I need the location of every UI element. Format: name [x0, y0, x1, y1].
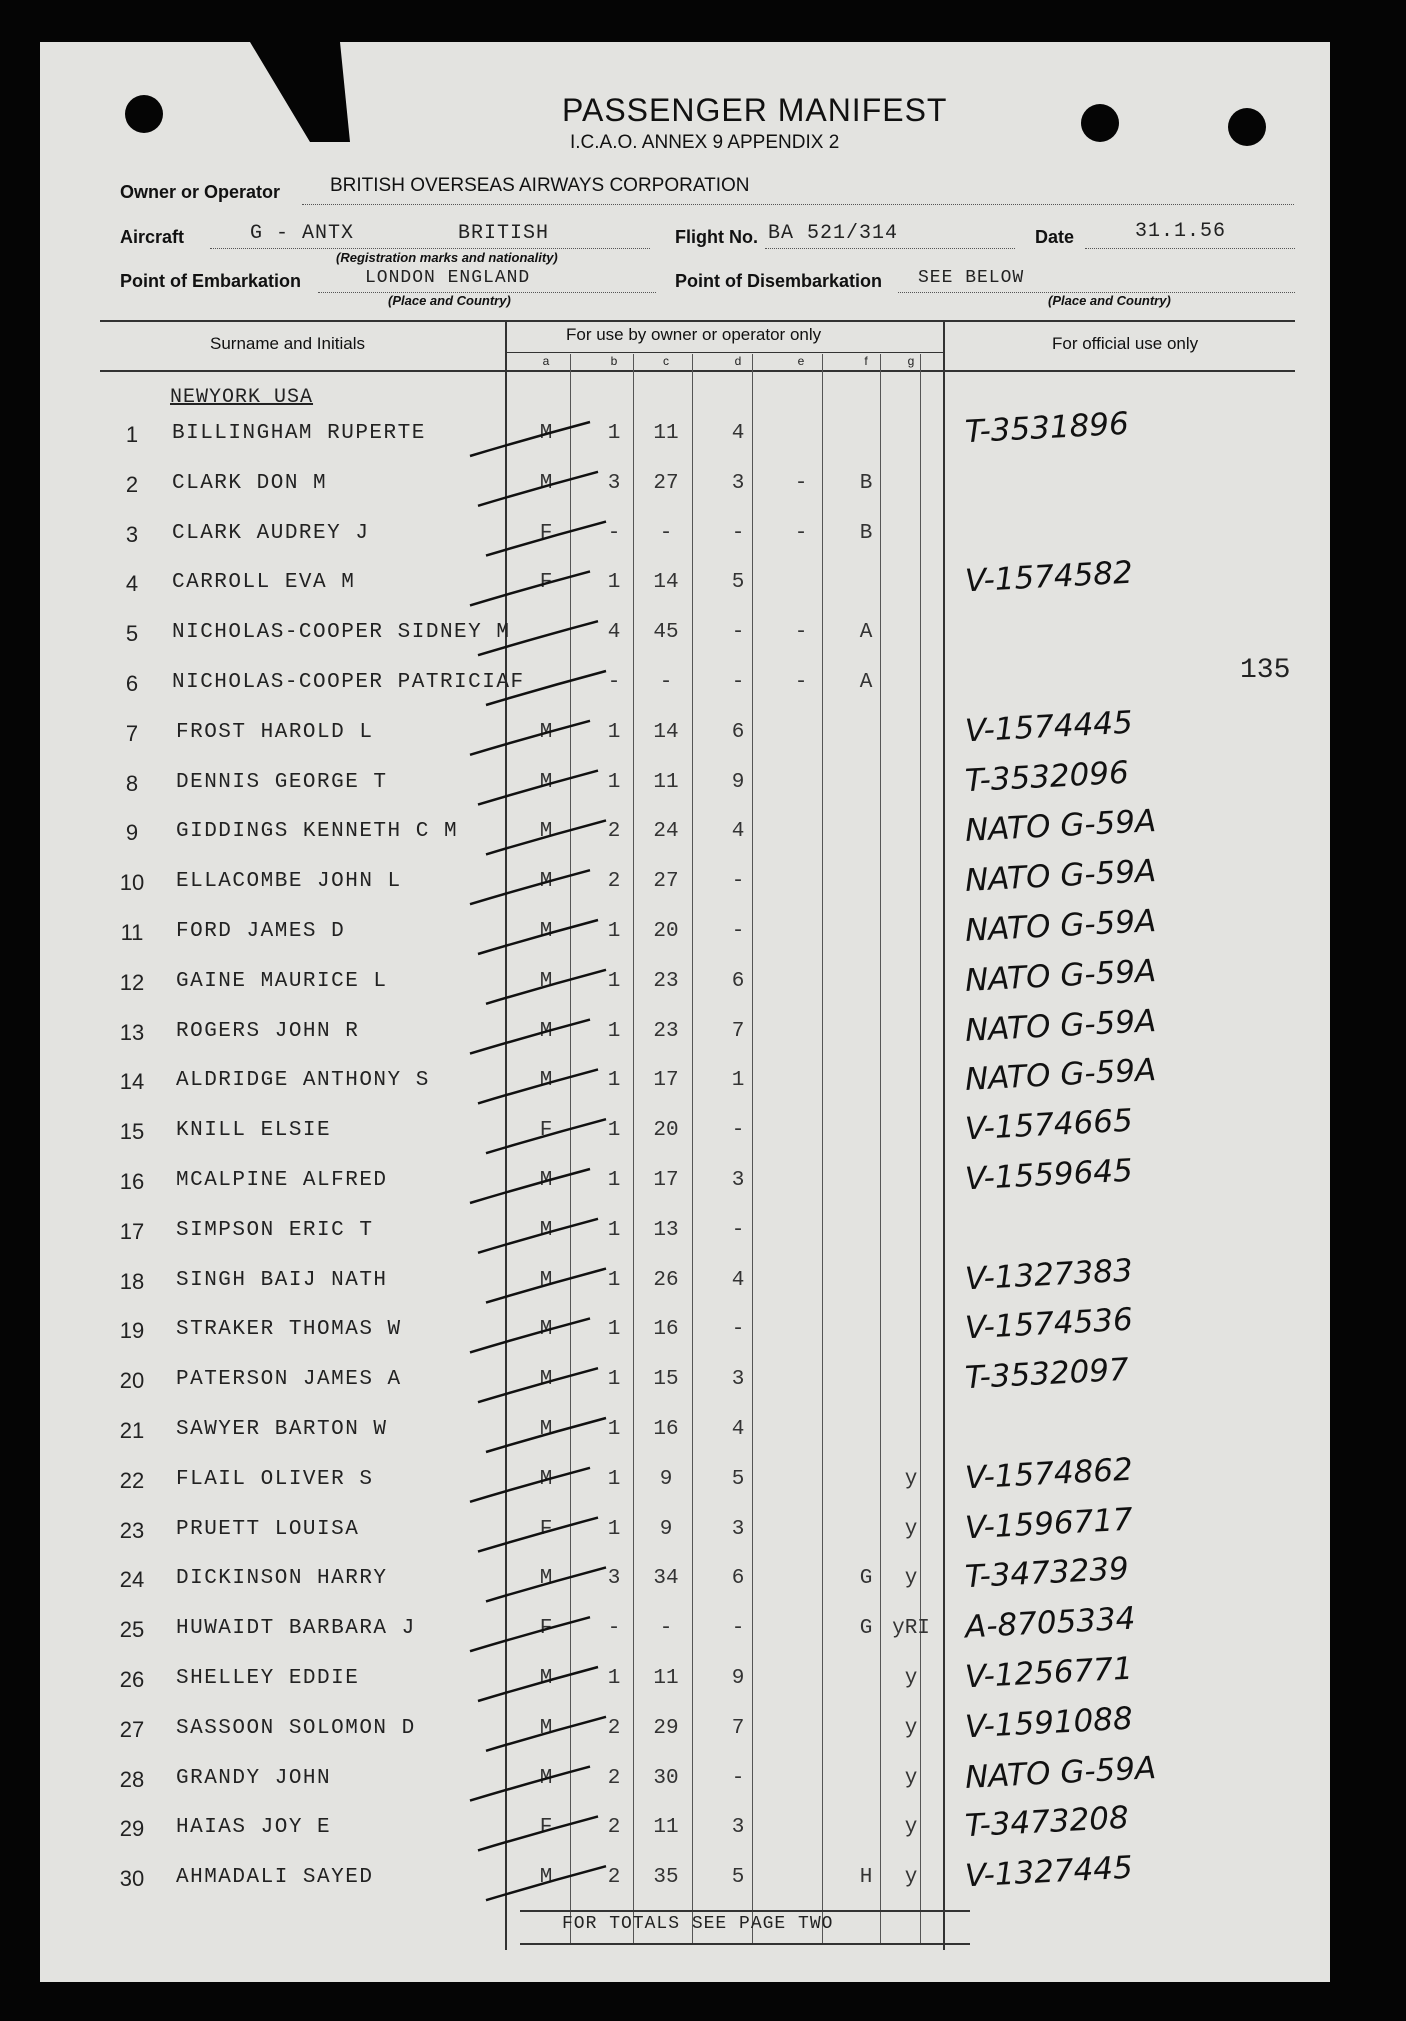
passenger-name: SHELLEY EDDIE	[176, 1667, 360, 1690]
cell-a: M	[539, 1218, 553, 1242]
cell-g: y	[904, 1567, 918, 1591]
footer-rule-bottom	[520, 1943, 970, 1945]
passenger-name: FLAIL OLIVER S	[176, 1467, 374, 1491]
owner-use-header: For use by owner or operator only	[566, 325, 822, 344]
cell-c: 23	[653, 969, 679, 993]
flight-label: Flight No.	[675, 227, 758, 247]
cell-d: 3	[731, 1517, 745, 1541]
cell-b: 1	[607, 969, 621, 993]
cell-c: 17	[653, 1069, 679, 1093]
column-letter-d: d	[734, 354, 742, 368]
cell-d: 4	[731, 1418, 745, 1441]
cell-f: H	[859, 1866, 873, 1890]
col-divider-official	[943, 322, 945, 1950]
cell-d: 3	[731, 1816, 745, 1840]
date-line	[1085, 248, 1295, 249]
cell-d: -	[731, 1218, 745, 1242]
disembark-value: SEE BELOW	[918, 268, 1025, 288]
cell-a: M	[539, 1019, 553, 1043]
passenger-name: ALDRIDGE ANTHONY S	[176, 1069, 430, 1093]
footer-rule-top	[520, 1910, 970, 1912]
cell-g: y	[904, 1866, 918, 1890]
official-entry: V-1327445	[964, 1849, 1134, 1895]
cell-c: 11	[653, 1667, 679, 1690]
cell-c: 9	[659, 1517, 673, 1541]
column-divider	[920, 354, 921, 1944]
passenger-name: KNILL ELSIE	[176, 1119, 332, 1143]
cell-c: 11	[653, 770, 679, 794]
official-entry: V-1574862	[964, 1451, 1134, 1497]
official-entry: T-3473208	[964, 1800, 1130, 1845]
manifest-subtitle: I.C.A.O. ANNEX 9 APPENDIX 2	[570, 132, 840, 153]
row-number: 18	[119, 1268, 145, 1294]
row-number: 17	[119, 1218, 145, 1244]
cell-a: F	[539, 1517, 553, 1541]
official-entry: NATO G-59A	[964, 1052, 1158, 1099]
cell-c: 27	[653, 471, 679, 495]
cell-b: 1	[607, 1667, 621, 1690]
official-entry: V-1574445	[964, 704, 1134, 750]
registration-note: (Registration marks and nationality)	[336, 250, 558, 265]
cell-a: M	[539, 471, 553, 495]
column-letter-g: g	[907, 354, 915, 368]
cell-b: 3	[607, 471, 621, 495]
cell-b: 2	[607, 1766, 621, 1790]
cell-d: 6	[731, 1567, 745, 1591]
cell-a: M	[539, 770, 553, 794]
cell-c: 14	[653, 720, 679, 744]
cell-d: -	[731, 521, 745, 545]
cell-b: 2	[607, 1866, 621, 1890]
cell-a: M	[539, 1318, 553, 1342]
cell-a: F	[539, 521, 553, 545]
cell-b: 1	[607, 1467, 621, 1491]
passenger-name: SAWYER BARTON W	[176, 1418, 388, 1441]
column-divider	[822, 354, 823, 1944]
cell-d: 7	[731, 1716, 745, 1740]
row-number: 11	[120, 920, 144, 945]
cell-d: -	[731, 920, 745, 943]
owner-line	[302, 204, 1294, 205]
cell-d: 5	[731, 1866, 745, 1890]
cell-e: -	[794, 621, 808, 645]
date-value: 31.1.56	[1135, 220, 1227, 243]
cell-b: -	[607, 671, 621, 694]
cell-e: -	[794, 521, 808, 545]
row-number: 19	[119, 1318, 145, 1344]
row-number: 5	[125, 621, 139, 647]
cell-d: -	[731, 1766, 745, 1790]
official-entry: V-1256771	[964, 1650, 1134, 1696]
cell-a: M	[539, 1069, 553, 1093]
cell-d: -	[731, 671, 745, 694]
passenger-name: SIMPSON ERIC T	[176, 1218, 374, 1242]
passenger-name: ROGERS JOHN R	[176, 1019, 360, 1043]
cell-d: 3	[731, 1368, 745, 1392]
passenger-name: MCALPINE ALFRED	[176, 1169, 388, 1192]
cell-c: 24	[653, 820, 679, 844]
punch-hole-right-1	[1081, 104, 1119, 142]
cell-a: M	[539, 1268, 553, 1292]
official-entry: T-3531896	[964, 405, 1130, 451]
passenger-name: NICHOLAS-COOPER PATRICIAF	[172, 671, 525, 694]
row-number: 30	[119, 1866, 145, 1892]
official-header: For official use only	[1052, 334, 1199, 353]
aircraft-value: G - ANTX	[250, 222, 355, 245]
cell-f: A	[859, 621, 873, 645]
column-letter-c: c	[663, 354, 669, 368]
disembark-note: (Place and Country)	[1048, 293, 1171, 308]
cell-c: 23	[653, 1019, 679, 1043]
cell-d: 1	[731, 1069, 745, 1093]
cell-d: 9	[731, 1667, 745, 1690]
passenger-name: ELLACOMBE JOHN L	[176, 870, 402, 894]
passenger-name: FORD JAMES D	[176, 920, 346, 943]
passenger-name: FROST HAROLD L	[176, 720, 374, 744]
row-number: 20	[119, 1368, 145, 1394]
cell-c: 20	[653, 1119, 679, 1143]
cell-b: 2	[607, 1716, 621, 1740]
row-number: 21	[119, 1418, 145, 1443]
cell-d: -	[731, 1119, 745, 1143]
passenger-name: NICHOLAS-COOPER SIDNEY M	[172, 621, 511, 645]
cell-c: 20	[653, 920, 679, 943]
passenger-name: DENNIS GEORGE T	[176, 770, 388, 794]
cell-a: M	[539, 1467, 553, 1491]
cell-a: M	[539, 720, 553, 744]
punch-hole-left	[125, 95, 163, 133]
embark-label: Point of Embarkation	[120, 271, 302, 291]
official-entry: V-1591088	[964, 1700, 1134, 1746]
passenger-name: SINGH BAIJ NATH	[176, 1268, 388, 1292]
cell-c: 16	[653, 1418, 679, 1441]
cell-e: -	[794, 671, 808, 694]
row-number: 14	[119, 1069, 145, 1095]
footer-note: FOR TOTALS SEE PAGE TWO	[562, 1914, 834, 1934]
row-number: 13	[119, 1019, 145, 1045]
cell-c: 11	[653, 422, 679, 445]
aircraft-label: Aircraft	[120, 227, 185, 247]
punch-hole-right-2	[1228, 108, 1266, 146]
cell-g: y	[904, 1467, 918, 1491]
cell-b: 1	[607, 1268, 621, 1292]
official-entry: NATO G-59A	[964, 952, 1158, 999]
official-entry: NATO G-59A	[964, 903, 1158, 949]
column-divider	[692, 354, 693, 1944]
passenger-name: DICKINSON HARRY	[176, 1567, 388, 1591]
cell-d: 5	[731, 1467, 745, 1491]
official-entry: NATO G-59A	[964, 853, 1158, 900]
row-number: 24	[119, 1567, 145, 1593]
row-number: 2	[125, 471, 139, 497]
passenger-name: BILLINGHAM RUPERTE	[172, 422, 426, 445]
cell-c: 45	[653, 621, 679, 645]
cell-c: -	[659, 1617, 673, 1641]
row-number: 4	[125, 571, 139, 597]
cell-d: 3	[731, 471, 745, 495]
passenger-name: HUWAIDT BARBARA J	[176, 1617, 416, 1641]
cell-d: -	[731, 870, 745, 894]
cell-a: F	[539, 571, 553, 595]
cell-b: 1	[607, 1169, 621, 1192]
cell-f: G	[859, 1617, 873, 1641]
cell-d: 3	[731, 1169, 745, 1192]
cell-d: 7	[731, 1019, 745, 1043]
row-number: 27	[119, 1716, 145, 1742]
row-number: 12	[119, 969, 145, 995]
owner-value: BRITISH OVERSEAS AIRWAYS CORPORATION	[330, 175, 750, 196]
passenger-name: STRAKER THOMAS W	[176, 1318, 402, 1342]
cell-a: F	[539, 1119, 553, 1143]
cell-a: M	[539, 1368, 553, 1392]
passenger-name: SASSOON SOLOMON D	[176, 1716, 416, 1740]
cell-c: -	[659, 521, 673, 545]
owner-use-rule	[507, 352, 943, 353]
official-entry: V-1327383	[964, 1252, 1134, 1297]
cell-c: 30	[653, 1766, 679, 1790]
cell-c: 16	[653, 1318, 679, 1342]
table-header-rule	[100, 370, 1295, 372]
passenger-name: CLARK AUDREY J	[172, 521, 370, 545]
row-number: 26	[119, 1667, 145, 1692]
cell-c: 34	[653, 1567, 679, 1591]
passenger-name: CLARK DON M	[172, 471, 328, 495]
cell-a: M	[539, 870, 553, 894]
cell-b: 1	[607, 1218, 621, 1242]
cell-a: M	[539, 920, 553, 943]
cell-d: 6	[731, 720, 745, 744]
row-number: 6	[125, 671, 139, 696]
cell-a: M	[539, 1418, 553, 1441]
page-number: 135	[1240, 655, 1291, 686]
official-entry: NATO G-59A	[964, 1002, 1158, 1049]
passenger-name: GIDDINGS KENNETH C M	[176, 820, 459, 844]
cell-b: 1	[607, 920, 621, 943]
cell-b: 2	[607, 820, 621, 844]
passenger-name: PATERSON JAMES A	[176, 1368, 402, 1392]
cell-g: y	[904, 1716, 918, 1740]
cell-b: 1	[607, 1019, 621, 1043]
cell-b: 3	[607, 1567, 621, 1591]
official-entry: NATO G-59A	[964, 803, 1158, 850]
cell-a: M	[539, 1169, 553, 1192]
owner-label: Owner or Operator	[120, 182, 281, 202]
official-entry: V-1574582	[964, 555, 1134, 600]
row-number: 28	[119, 1766, 145, 1792]
cell-b: 1	[607, 1069, 621, 1093]
official-entry: V-1574536	[964, 1302, 1134, 1347]
column-divider	[880, 354, 881, 1944]
aircraft-nationality: BRITISH	[458, 222, 550, 245]
passenger-name: GAINE MAURICE L	[176, 969, 388, 993]
table-top-rule	[100, 320, 1295, 322]
official-entry: V-1596717	[964, 1501, 1134, 1546]
cell-a: F	[539, 1617, 553, 1641]
cell-c: 11	[653, 1816, 679, 1840]
cell-c: 26	[653, 1268, 679, 1292]
row-number: 23	[119, 1517, 145, 1543]
cell-b: 2	[607, 1816, 621, 1840]
cell-g: y	[904, 1766, 918, 1790]
col-divider-surname	[505, 322, 507, 1950]
official-entry: T-3532096	[964, 754, 1130, 799]
cell-b: -	[607, 521, 621, 545]
cell-a: M	[539, 422, 553, 445]
row-number: 1	[125, 422, 139, 447]
embark-note: (Place and Country)	[388, 293, 511, 308]
row-number: 29	[119, 1816, 145, 1842]
cell-d: 4	[731, 422, 745, 445]
manifest-title: PASSENGER MANIFEST	[562, 92, 948, 128]
cell-c: 15	[653, 1368, 679, 1392]
row-number: 22	[119, 1467, 145, 1493]
cell-c: 17	[653, 1169, 679, 1192]
cell-a: M	[539, 1667, 553, 1690]
cell-b: 1	[607, 770, 621, 794]
cell-b: 4	[607, 621, 621, 645]
passenger-name: CARROLL EVA M	[172, 571, 356, 595]
cell-a: M	[539, 969, 553, 993]
official-entry: A-8705334	[964, 1600, 1137, 1646]
column-letter-b: b	[610, 354, 618, 368]
cell-b: 1	[607, 571, 621, 595]
row-number: 25	[119, 1617, 145, 1643]
cell-g: yRI	[892, 1617, 930, 1641]
cell-b: 2	[607, 870, 621, 894]
column-divider	[570, 354, 571, 1944]
cell-c: 29	[653, 1716, 679, 1740]
cell-a: M	[539, 1866, 553, 1890]
cell-f: G	[859, 1567, 873, 1591]
row-number: 3	[125, 521, 139, 547]
cell-a: M	[539, 1716, 553, 1740]
cell-g: y	[904, 1816, 918, 1840]
passenger-name: AHMADALI SAYED	[176, 1866, 374, 1890]
row-number: 15	[119, 1119, 145, 1145]
cell-d: 4	[731, 820, 745, 844]
cell-f: B	[859, 471, 873, 495]
flight-value: BA 521/314	[768, 222, 899, 245]
cell-c: -	[659, 671, 673, 694]
cell-a: M	[539, 1567, 553, 1591]
column-letter-e: e	[797, 354, 805, 368]
cell-b: -	[607, 1617, 621, 1641]
cell-d: -	[731, 1318, 745, 1342]
disembark-label: Point of Disembarkation	[675, 271, 883, 291]
cell-a: M	[539, 820, 553, 844]
column-letter-f: f	[864, 354, 868, 368]
destination: NEWYORK USA	[170, 386, 314, 409]
passenger-name: GRANDY JOHN	[176, 1766, 332, 1790]
cell-b: 1	[607, 1517, 621, 1541]
column-letter-a: a	[542, 354, 550, 368]
cell-c: 9	[659, 1467, 673, 1491]
row-number: 16	[119, 1169, 145, 1194]
row-number: 8	[125, 770, 139, 796]
cell-b: 1	[607, 1318, 621, 1342]
official-entry: V-1559645	[964, 1152, 1134, 1198]
cell-c: 35	[653, 1866, 679, 1890]
row-number: 10	[119, 870, 145, 896]
cell-g: y	[904, 1667, 918, 1690]
flight-line	[765, 248, 1015, 249]
cell-d: 5	[731, 571, 745, 595]
cell-g: y	[904, 1517, 918, 1541]
cell-b: 1	[607, 720, 621, 744]
cell-b: 1	[607, 1418, 621, 1441]
surname-header: Surname and Initials	[210, 334, 365, 353]
cell-f: A	[859, 671, 873, 694]
embark-value: LONDON ENGLAND	[365, 268, 531, 288]
cell-c: 13	[653, 1218, 679, 1242]
passenger-name: HAIAS JOY E	[176, 1816, 332, 1840]
cell-b: 1	[607, 1368, 621, 1392]
cell-d: -	[731, 621, 745, 645]
cell-e: -	[794, 471, 808, 495]
row-number: 7	[125, 720, 139, 746]
official-entry: T-3532097	[964, 1351, 1130, 1397]
cell-d: -	[731, 1617, 745, 1641]
official-entry: T-3473239	[964, 1551, 1130, 1596]
cell-b: 1	[607, 422, 621, 445]
cell-d: 9	[731, 770, 745, 794]
cell-a: F	[539, 1816, 553, 1840]
aircraft-line	[210, 248, 650, 249]
cell-c: 27	[653, 870, 679, 894]
cell-f: B	[859, 521, 873, 545]
official-entry: V-1574665	[964, 1102, 1134, 1148]
cell-d: 4	[731, 1268, 745, 1292]
cell-b: 1	[607, 1119, 621, 1143]
date-label: Date	[1035, 227, 1075, 247]
cell-c: 14	[653, 571, 679, 595]
cell-a: M	[539, 1766, 553, 1790]
row-number: 9	[125, 820, 139, 846]
passenger-name: PRUETT LOUISA	[176, 1517, 360, 1541]
official-entry: NATO G-59A	[964, 1749, 1158, 1796]
cell-d: 6	[731, 969, 745, 993]
